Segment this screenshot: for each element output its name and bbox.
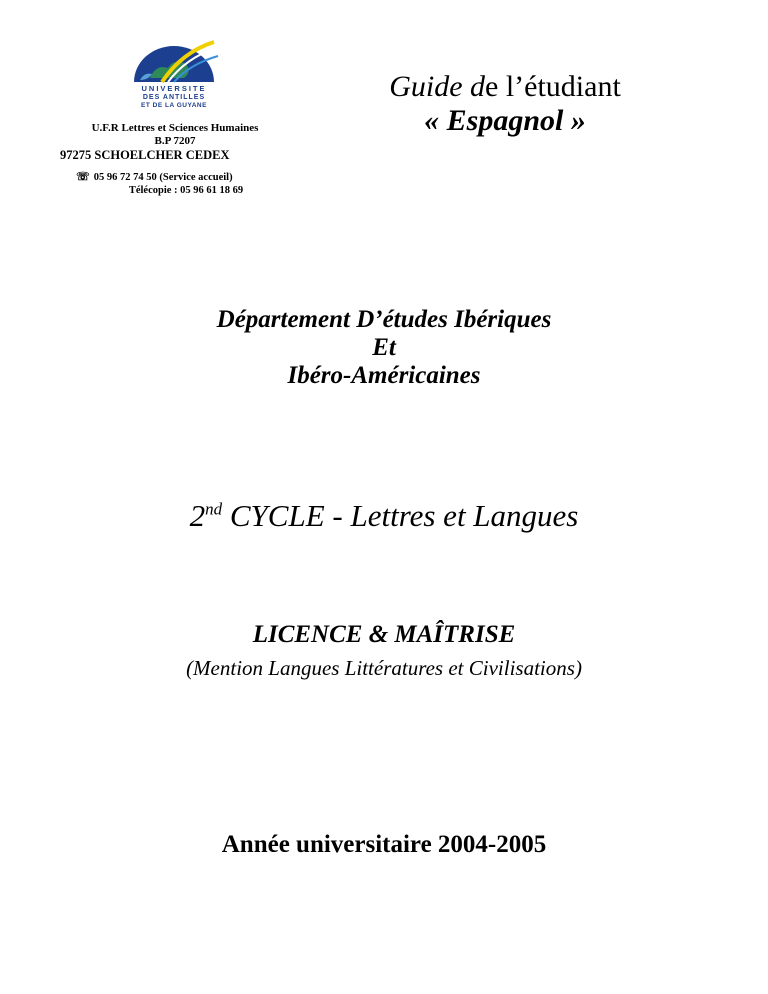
guide-title-part-1: Guide [389,70,463,103]
department-line-1: Département D’études Ibériques [216,306,552,333]
fax-number: Télécopie : 05 96 61 18 69 [128,185,244,196]
department-line-3: Ibéro-Américaines [287,362,481,389]
logo-text-line-2: DES ANTILLES [142,94,206,101]
cycle-heading [0,498,768,534]
cycle-number: 2 [189,498,206,533]
logo-text-line-1: UNIVERSITE [141,84,207,93]
telephone-icon: ☏ [76,171,90,183]
guide-title [340,70,670,104]
degree-title: LICENCE & MAÎTRISE [252,621,516,648]
postal-box: B.P 7207 [154,135,196,147]
cycle-superscript: nd [205,499,223,519]
phone-contact [76,171,296,184]
guide-title-part-2: d [462,70,486,103]
university-logo [128,38,220,110]
cycle-text: CYCLE - Lettres et Langues [222,498,579,533]
guide-title-part-3: e l’étudiant [485,70,621,103]
academic-year: Année universitaire 2004-2005 [221,831,547,858]
logo-text-line-3: ET DE LA GUYANE [141,102,207,109]
phone-number: 05 96 72 74 50 (Service accueil) [93,172,233,183]
degree-mention: (Mention Langues Littératures et Civilisations) [186,656,582,680]
postal-address: 97275 SCHOELCHER CEDEX [60,148,230,162]
subject-title: « Espagnol » [424,104,586,137]
ufr-name: U.F.R Lettres et Sciences Humaines [91,122,259,134]
department-line-2: Et [372,334,396,361]
